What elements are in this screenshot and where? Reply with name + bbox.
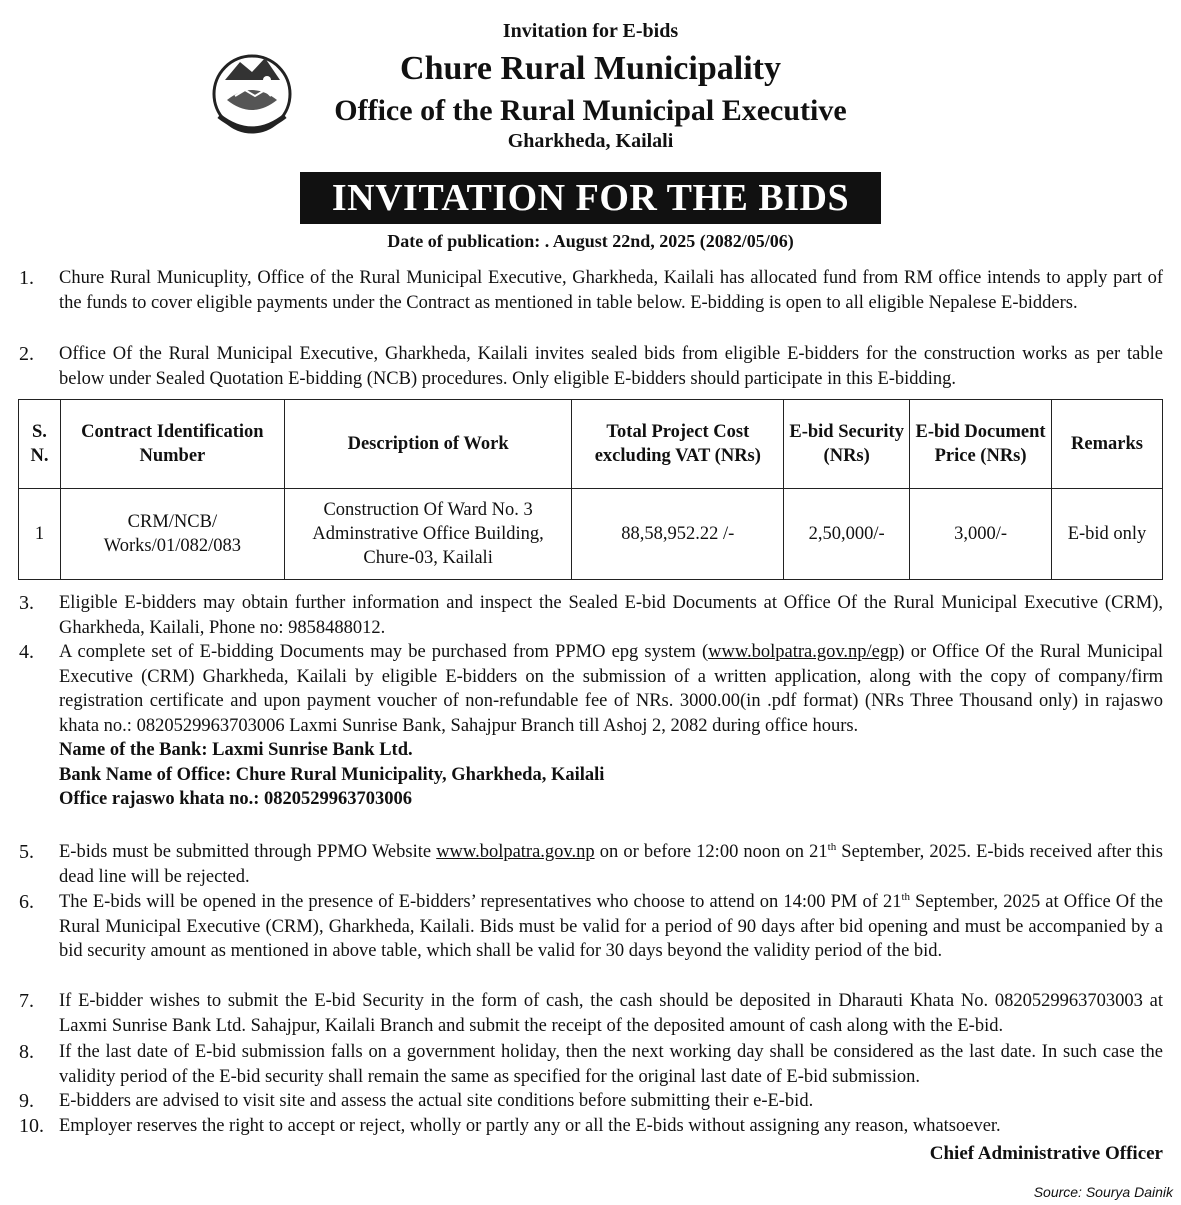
clause-text: September, 2025 at Office Of the Rural Municipal Executive (CRM), Gharkheda, Kailali. Bids must be valid for a period of 90 days after bid opening and must be accompanied by a bid security amount as mentioned in above table, which shall be valid for 30 days beyond the validity period of the bid. [59,892,1163,961]
clause-1 [19,266,1163,315]
clause-6 [19,890,1163,964]
clause-text: A complete set of E-bidding Documents may be purchased from PPMO epg system ( [59,642,709,662]
clause-number: 7. [19,990,34,1012]
signature-title: Chief Administrative Officer [929,1143,1163,1164]
clause-number: 10. [19,1115,44,1137]
cell-description: Construction Of Ward No. 3 Adminstrative Office Building, Chure-03, Kailali [284,489,572,580]
egp-link[interactable]: www.bolpatra.gov.np/egp [708,642,899,662]
municipality-name: Chure Rural Municipality [400,50,781,87]
header-sn: S. N. [19,400,61,489]
clause-text: E-bids must be submitted through PPMO Website [59,842,437,862]
cell-document-price: 3,000/- [910,489,1052,580]
clause-9 [19,1089,1163,1114]
clause-text: September, 2025. E-bids received after this dead line will be rejected. [59,842,1164,887]
clause-text: on or before 12:00 noon on 21 [594,842,828,862]
invitation-line: Invitation for E-bids [502,20,679,42]
bids-table [18,399,1163,580]
cell-remarks: E-bid only [1052,489,1163,580]
cell-bid-security: 2,50,000/- [784,489,910,580]
clause-text: Chure Rural Municuplity, Office of the Rural Municipal Executive, Gharkheda, Kailali has allocated fund from RM office intends to apply part of the funds to cover eligible payments under the Contract as mentioned in table below. E-bidding is open to all eligible Nepalese E-bidders. [59,268,1163,313]
ordinal-suffix: th [901,890,911,903]
office-name: Office of the Rural Municipal Executive [334,94,847,127]
cell-total-cost: 88,58,952.22 /- [572,489,784,580]
bank-name: Name of the Bank: Laxmi Sunrise Bank Ltd. [59,740,413,760]
clause-4 [19,640,1164,812]
clause-text: Eligible E-bidders may obtain further information and inspect the Sealed E-bid Documents at Office Of the Rural Municipal Executive (CRM), Gharkheda, Kailali, Phone no: 9858488012. [59,593,1163,638]
notice-header [0,0,1181,170]
publication-date: Date of publication: . August 22nd, 2025 (2082/05/06) [387,231,794,251]
header-bid-security: E-bid Security (NRs) [784,400,910,489]
header-contract-id: Contract Identification Number [60,400,284,489]
clause-5 [19,840,1164,889]
clause-number: 2. [19,343,34,365]
clause-10 [19,1114,1163,1139]
source-credit: Source: Sourya Dainik [1033,1184,1173,1200]
header-remarks: Remarks [1052,400,1163,489]
rajaswo-khata: Office rajaswo khata no.: 0820529963703006 [59,789,413,809]
cell-sn: 1 [19,489,61,580]
clause-number: 9. [19,1090,34,1112]
office-location: Gharkheda, Kailali [507,130,674,152]
clause-text: ) or Office Of the Rural Municipal Executive (CRM) Gharkheda, Kailali by eligible E-bidders on the submission of a written application, along with the copy of company/firm registration certificate and upon payment voucher of non-refundable fee of NRs. 3000.00(in .pdf format) (NRs Three Thousand only) in rajaswo khata no.: 0820529963703006 Laxmi Sunrise Bank, Sahajpur Branch till Ashoj 2, 2082 during office hours. [59,642,1164,736]
bank-office-name: Bank Name of Office: Chure Rural Municipality, Gharkheda, Kailali [59,764,605,785]
page-title-banner: INVITATION FOR THE BIDS [300,172,881,224]
clause-3 [19,591,1163,640]
table-row [19,489,1163,580]
clause-2 [19,342,1163,391]
clause-text: Employer reserves the right to accept or reject, wholly or partly any or all the E-bids without assigning any reason, whatsoever. [59,1116,1001,1136]
clause-text: E-bidders are advised to visit site and assess the actual site conditions before submitting their e-E-bid. [59,1091,814,1111]
header-total-cost: Total Project Cost excluding VAT (NRs) [572,400,784,489]
clause-text: The E-bids will be opened in the presence of E-bidders’ representatives who choose to attend on 14:00 PM of 21 [59,892,902,912]
clause-number: 5. [19,841,34,863]
cell-contract-id: CRM/NCB/ Works/01/082/083 [60,489,284,580]
clause-text: If E-bidder wishes to submit the E-bid Security in the form of cash, the cash should be deposited in Dharauti Khata No. 0820529963703003 at Laxmi Sunrise Bank Ltd. Sahajpur, Kailali Branch and submit the receipt of the deposited amount of cash along with the E-bid. [59,991,1163,1036]
clause-number: 3. [19,592,34,614]
header-document-price: E-bid Document Price (NRs) [910,400,1052,489]
clause-number: 8. [19,1041,34,1063]
clause-text: If the last date of E-bid submission falls on a government holiday, then the next working day shall be considered as the last date. In such case the validity period of the E-bid security shall remain the same as specified for the original last date of E-bid submission. [59,1042,1163,1087]
ordinal-suffix: th [827,840,837,853]
header-description: Description of Work [284,400,572,489]
clause-8 [19,1040,1163,1089]
table-header-row [19,400,1163,489]
clause-7 [19,989,1163,1038]
bolpatra-link[interactable]: www.bolpatra.gov.np [436,842,595,862]
clause-number: 1. [19,267,34,289]
clause-number: 4. [19,641,34,663]
clause-number: 6. [19,891,34,913]
clause-text: Office Of the Rural Municipal Executive, Gharkheda, Kailali invites sealed bids from eligible E-bidders for the construction works as per table below under Sealed Quotation E-bidding (NCB) procedures. Only eligible E-bidders should participate in this E-bidding. [59,344,1163,389]
